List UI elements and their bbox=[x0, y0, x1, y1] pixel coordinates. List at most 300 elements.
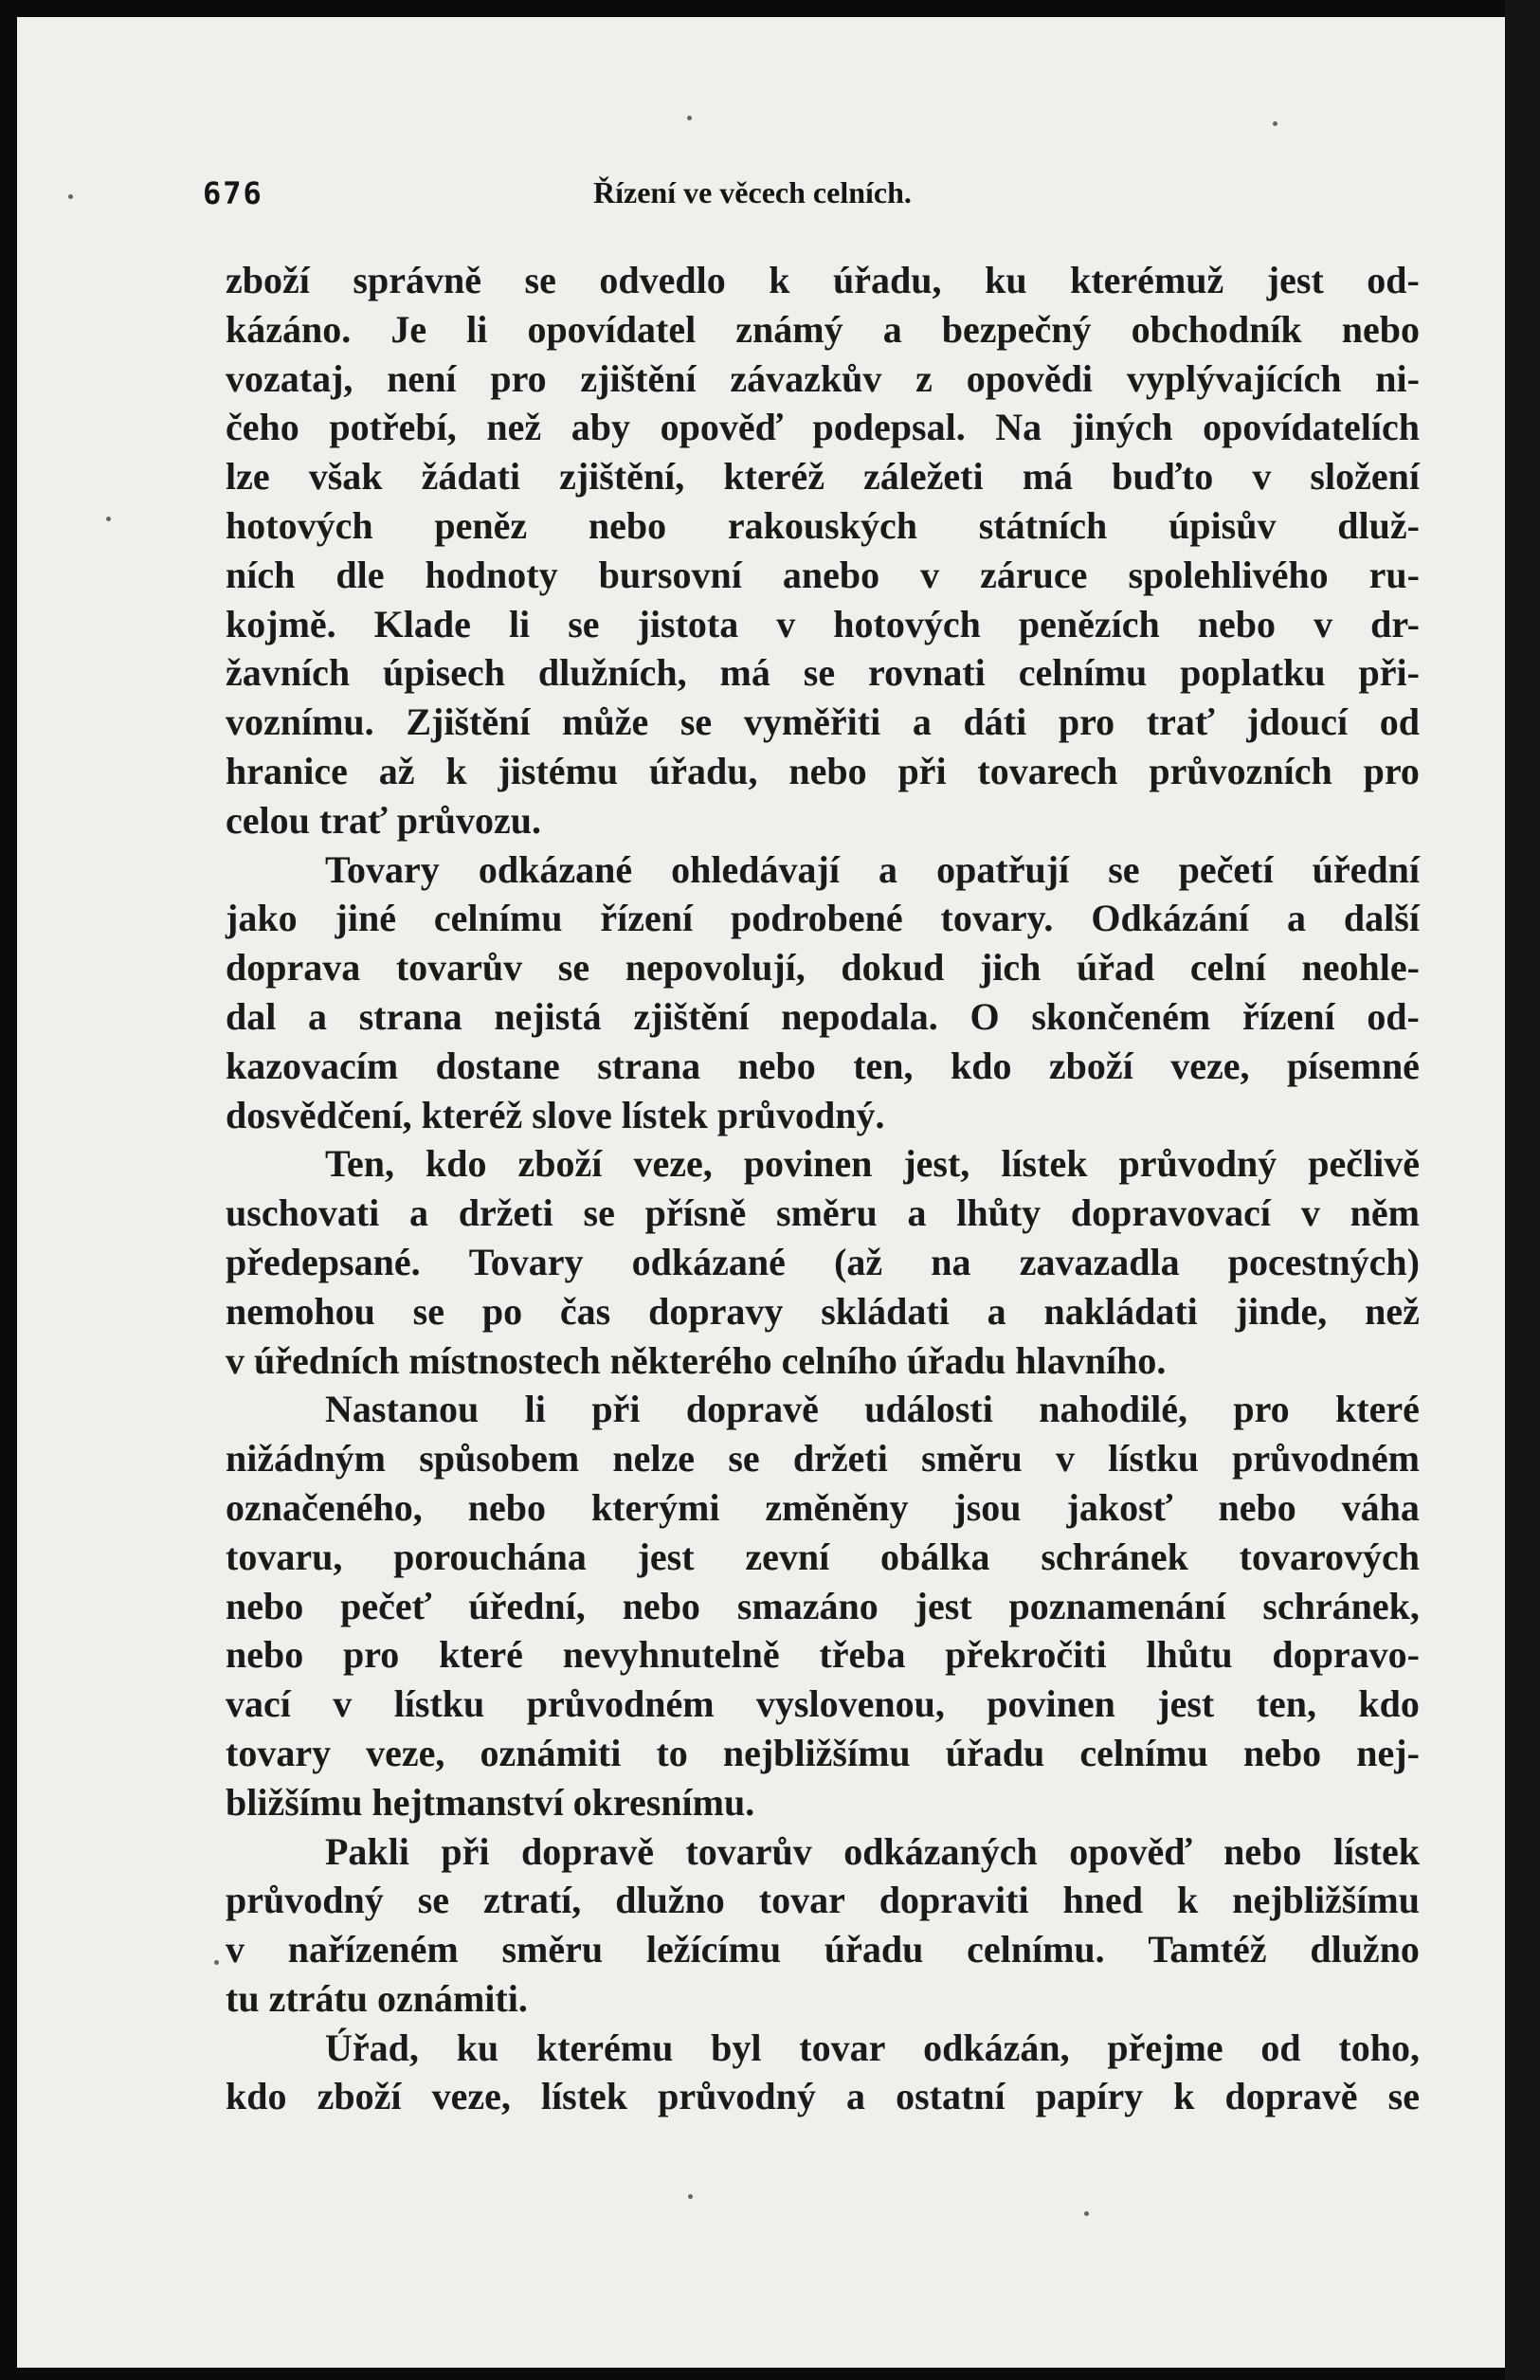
word: úřadu, bbox=[648, 749, 758, 792]
word: tovary. bbox=[940, 897, 1054, 940]
text-line bbox=[226, 894, 1420, 943]
word: jistota bbox=[637, 602, 739, 645]
word: dr- bbox=[1370, 602, 1420, 645]
word: ležícímu bbox=[645, 1928, 782, 1971]
word: rovnati bbox=[868, 651, 986, 695]
word: úřadu bbox=[824, 1928, 924, 1971]
text-line bbox=[226, 501, 1420, 551]
word: pro bbox=[1058, 700, 1115, 744]
word: jakosť bbox=[1066, 1485, 1173, 1529]
word: ostatní bbox=[896, 2075, 1006, 2118]
word: jest bbox=[1157, 1682, 1215, 1726]
text-line bbox=[226, 600, 1420, 649]
word: podrobené bbox=[731, 897, 903, 940]
word: tovarových bbox=[1239, 1535, 1420, 1578]
scan-right-edge bbox=[1505, 0, 1540, 2380]
word: lístek bbox=[540, 2075, 628, 2118]
word: neohle- bbox=[1301, 946, 1420, 990]
word: vyměřiti bbox=[743, 700, 881, 744]
word: aby bbox=[571, 406, 630, 449]
word: nebo bbox=[226, 1584, 304, 1627]
word: dopravo- bbox=[1272, 1633, 1420, 1677]
word: povinen bbox=[987, 1682, 1115, 1726]
word: není bbox=[387, 356, 457, 400]
word: ten, bbox=[853, 1044, 914, 1087]
word: zjištění, bbox=[559, 455, 685, 499]
word: průvodném bbox=[1232, 1437, 1420, 1481]
scan-speck bbox=[1084, 2211, 1089, 2216]
word: k bbox=[1173, 2075, 1195, 2118]
word: v bbox=[1314, 602, 1333, 645]
word: další bbox=[1343, 897, 1420, 940]
text-line: celou trať průvozu. bbox=[226, 798, 542, 842]
word: státních bbox=[978, 503, 1108, 547]
word: přejme bbox=[1107, 2026, 1223, 2069]
word: a bbox=[987, 1289, 1006, 1333]
word: úřadu, bbox=[833, 259, 942, 301]
word: kdo bbox=[1358, 1682, 1420, 1726]
word: Pakli bbox=[325, 1829, 409, 1873]
word: vací bbox=[226, 1682, 291, 1726]
word: uschovati bbox=[226, 1191, 380, 1235]
word: jest bbox=[637, 1535, 695, 1578]
word: ku bbox=[456, 2026, 499, 2069]
word: směru bbox=[921, 1437, 1023, 1481]
word: ztratí, bbox=[482, 1879, 582, 1922]
word: dopravy bbox=[648, 1289, 784, 1333]
text-line bbox=[226, 1582, 1420, 1631]
word: voznímu. bbox=[226, 700, 374, 744]
word: celnímu bbox=[433, 897, 563, 940]
word: trať bbox=[1146, 700, 1215, 744]
word: nebo bbox=[737, 1044, 816, 1087]
word: správně bbox=[353, 259, 481, 301]
word: dopravě bbox=[521, 1829, 654, 1873]
word: tovar bbox=[799, 2026, 886, 2069]
word: li bbox=[508, 602, 531, 645]
word: opověď bbox=[660, 406, 783, 449]
word: zboží bbox=[226, 259, 310, 301]
word: žádati bbox=[421, 455, 521, 499]
word: tovarův bbox=[395, 946, 523, 990]
word: to bbox=[656, 1731, 688, 1774]
word: doprava bbox=[226, 946, 361, 990]
word: kazovacím bbox=[226, 1044, 399, 1087]
word: a bbox=[308, 994, 328, 1038]
word: předepsané. bbox=[226, 1240, 421, 1283]
word: se bbox=[1108, 847, 1140, 891]
word: nejbližšímu bbox=[1232, 1879, 1420, 1922]
word: směru bbox=[501, 1928, 604, 1971]
word: má bbox=[1022, 455, 1074, 499]
word: na bbox=[931, 1240, 971, 1283]
word: dal bbox=[226, 994, 277, 1038]
text-line bbox=[226, 943, 1420, 992]
word: li bbox=[524, 1388, 546, 1431]
word: ních bbox=[226, 553, 296, 596]
word: nebo bbox=[1341, 307, 1420, 351]
scan-speck bbox=[214, 1960, 219, 1965]
word: nelze bbox=[612, 1437, 696, 1481]
word: spolehlivého bbox=[1128, 553, 1329, 596]
word: hotových bbox=[833, 602, 981, 645]
word: v bbox=[920, 553, 940, 596]
word: Tovary bbox=[468, 1240, 584, 1283]
word: tovaru, bbox=[226, 1535, 343, 1578]
word: než bbox=[486, 406, 542, 449]
word: nebo bbox=[588, 503, 667, 547]
text-line bbox=[226, 403, 1420, 452]
word: odkázané bbox=[631, 1240, 786, 1283]
word: dopravě bbox=[1224, 2075, 1358, 2118]
word: které bbox=[439, 1633, 523, 1677]
word: Tovary bbox=[325, 847, 440, 891]
word: od- bbox=[1367, 994, 1420, 1038]
word: nebo bbox=[788, 749, 867, 792]
page-number: 676 bbox=[203, 175, 263, 211]
text-line: bližšímu hejtmanství okresnímu. bbox=[226, 1780, 755, 1824]
word: dlužno bbox=[615, 1879, 725, 1922]
word: třeba bbox=[819, 1633, 906, 1677]
text-line bbox=[226, 452, 1420, 501]
word: jest bbox=[1266, 259, 1324, 301]
word: při- bbox=[1358, 651, 1420, 695]
word: ni- bbox=[1375, 356, 1420, 400]
word: složení bbox=[1310, 455, 1420, 499]
word: strana bbox=[358, 994, 462, 1038]
word: pro bbox=[1233, 1388, 1290, 1431]
word: držeti bbox=[792, 1437, 888, 1481]
word: bezpečný bbox=[941, 307, 1092, 351]
word: úřad bbox=[1077, 946, 1155, 990]
word: čas bbox=[559, 1289, 611, 1333]
word: opovídatel bbox=[527, 307, 697, 351]
word: žavních bbox=[226, 651, 351, 695]
word: se bbox=[412, 1289, 444, 1333]
word: byl bbox=[711, 2026, 762, 2069]
word: Tamtéž bbox=[1148, 1928, 1267, 1971]
word: se bbox=[728, 1437, 760, 1481]
word: dlužních, bbox=[537, 651, 687, 695]
word: a bbox=[845, 2075, 865, 2118]
word: jest, bbox=[903, 1142, 970, 1186]
word: anebo bbox=[782, 553, 880, 596]
word: průvodný bbox=[658, 2075, 816, 2118]
word: nižádným bbox=[226, 1437, 386, 1481]
text-line bbox=[226, 2072, 1420, 2121]
word: rakouských bbox=[727, 503, 917, 547]
word: zboží bbox=[317, 2075, 402, 2118]
word: a bbox=[879, 847, 898, 891]
word: a bbox=[409, 1191, 429, 1235]
word: vyslovenou, bbox=[755, 1682, 945, 1726]
word: pečlivě bbox=[1308, 1142, 1420, 1186]
text-line: v úředních místnostech některého celního úřadu hlavního. bbox=[226, 1338, 1167, 1382]
word: po bbox=[481, 1289, 523, 1333]
word: strana bbox=[597, 1044, 701, 1087]
word: ku bbox=[985, 259, 1027, 301]
word: penězích bbox=[1018, 602, 1160, 645]
word: schránek bbox=[1041, 1535, 1188, 1578]
word: povinen bbox=[743, 1142, 873, 1186]
word: známý bbox=[735, 307, 843, 351]
text-line bbox=[226, 1287, 1420, 1336]
word: Na bbox=[995, 406, 1042, 449]
word: dle bbox=[335, 553, 385, 596]
word: pro bbox=[490, 356, 547, 400]
word: a bbox=[912, 700, 932, 744]
scan-speck bbox=[687, 116, 692, 120]
word: může bbox=[562, 700, 649, 744]
word: nepovolují, bbox=[625, 946, 806, 990]
word: Ten, bbox=[325, 1142, 395, 1186]
word: přísně bbox=[644, 1191, 747, 1235]
word: kojmě. bbox=[226, 602, 336, 645]
scan-speck bbox=[688, 2194, 693, 2199]
word: dostane bbox=[435, 1044, 560, 1087]
word: obchodník bbox=[1131, 307, 1302, 351]
word: řízení bbox=[600, 897, 694, 940]
word: nepodala. bbox=[781, 994, 938, 1038]
word: odvedlo bbox=[599, 259, 726, 301]
word: označeného, bbox=[226, 1485, 423, 1529]
word: dáti bbox=[963, 700, 1027, 744]
word: události bbox=[864, 1388, 993, 1431]
word: lístku bbox=[393, 1682, 485, 1726]
word: schránek, bbox=[1262, 1584, 1420, 1627]
word: jich bbox=[979, 946, 1042, 990]
text-line bbox=[226, 1483, 1420, 1533]
running-title: Řízení ve věcech celních. bbox=[593, 175, 912, 209]
word: kdo bbox=[226, 2075, 287, 2118]
text-line bbox=[226, 305, 1420, 354]
word: nebo bbox=[467, 1485, 546, 1529]
word: peněz bbox=[434, 503, 528, 547]
word: se bbox=[524, 259, 556, 301]
word: než bbox=[1365, 1289, 1420, 1333]
word: bursovní bbox=[598, 553, 742, 596]
text-line bbox=[226, 1189, 1420, 1238]
word: pečeť bbox=[340, 1584, 432, 1627]
word: úpisech bbox=[383, 651, 505, 695]
word: nebo bbox=[1242, 1731, 1322, 1774]
word: držeti bbox=[458, 1191, 553, 1235]
word: úřední bbox=[1312, 847, 1420, 891]
word: dopraviti bbox=[879, 1879, 1029, 1922]
word: něm bbox=[1350, 1191, 1420, 1235]
word: podepsal. bbox=[812, 406, 966, 449]
word: úpisův bbox=[1169, 503, 1277, 547]
word: nařízeném bbox=[287, 1928, 459, 1971]
word: zavazadla bbox=[1019, 1240, 1180, 1283]
word: však bbox=[308, 455, 383, 499]
text-line bbox=[226, 1238, 1420, 1287]
word: lístek bbox=[1332, 1829, 1420, 1873]
word: potřebí, bbox=[329, 406, 457, 449]
word: průvodném bbox=[526, 1682, 715, 1726]
word: opatřují bbox=[936, 847, 1070, 891]
word: dluž- bbox=[1337, 503, 1420, 547]
text-line bbox=[226, 1827, 1420, 1877]
word: lze bbox=[226, 455, 270, 499]
word: lístek bbox=[1001, 1142, 1088, 1186]
word: skončeném bbox=[1031, 994, 1211, 1038]
word: se bbox=[679, 700, 713, 744]
word: buďto bbox=[1112, 455, 1214, 499]
text-line bbox=[226, 256, 1420, 305]
word: v bbox=[333, 1682, 353, 1726]
word: hned bbox=[1062, 1879, 1144, 1922]
word: poznamenání bbox=[1008, 1584, 1226, 1627]
scan-speck bbox=[68, 194, 73, 199]
text-line bbox=[226, 1729, 1420, 1778]
word: skládati bbox=[821, 1289, 950, 1333]
word: odkázaných bbox=[843, 1829, 1038, 1873]
text-line bbox=[226, 1925, 1420, 1974]
word: hotových bbox=[226, 503, 373, 547]
word: jistému bbox=[498, 749, 619, 792]
word: při bbox=[441, 1829, 490, 1873]
word: Je bbox=[390, 307, 427, 351]
word: celnímu bbox=[1079, 1731, 1208, 1774]
word: nahodilé, bbox=[1039, 1388, 1187, 1431]
scan-speck bbox=[1273, 121, 1277, 126]
word: O bbox=[969, 994, 1000, 1038]
word: od bbox=[1379, 700, 1420, 744]
scan-speck bbox=[106, 517, 111, 521]
word: zjištění bbox=[580, 356, 697, 400]
word: opovědi bbox=[966, 356, 1094, 400]
word: má bbox=[719, 651, 770, 695]
text-line bbox=[226, 1680, 1420, 1729]
word: dopravovací bbox=[1070, 1191, 1272, 1235]
word: pro bbox=[343, 1633, 400, 1677]
word: dopravě bbox=[685, 1388, 819, 1431]
word: veze, bbox=[366, 1731, 445, 1774]
word: čeho bbox=[226, 406, 299, 449]
word: odkázán, bbox=[923, 2026, 1070, 2069]
word: nebo bbox=[1218, 1485, 1296, 1529]
word: nejbližšímu bbox=[722, 1731, 911, 1774]
word: průvodný bbox=[1118, 1142, 1277, 1186]
word: kteréž bbox=[723, 455, 824, 499]
word: lístku bbox=[1108, 1437, 1199, 1481]
word: li bbox=[466, 307, 488, 351]
word: v bbox=[226, 1928, 245, 1971]
word: veze, bbox=[1170, 1044, 1250, 1087]
word: průvodný bbox=[226, 1879, 384, 1922]
word: až bbox=[378, 749, 415, 792]
word: toho, bbox=[1338, 2026, 1420, 2069]
word: nej- bbox=[1356, 1731, 1420, 1774]
word: (až bbox=[834, 1240, 883, 1283]
word: písemné bbox=[1286, 1044, 1420, 1087]
word: nebo bbox=[1197, 602, 1277, 645]
word: tovar bbox=[758, 1879, 845, 1922]
text-line bbox=[226, 1434, 1420, 1483]
word: které bbox=[1335, 1388, 1420, 1431]
text-line bbox=[226, 1042, 1420, 1091]
word: odkázané bbox=[478, 847, 633, 891]
word: zjištění bbox=[633, 994, 750, 1038]
word: od bbox=[1260, 2026, 1301, 2069]
text-line bbox=[226, 648, 1420, 698]
word: překročiti bbox=[945, 1633, 1107, 1677]
word: záruce bbox=[980, 553, 1088, 596]
word: kázáno. bbox=[226, 307, 352, 351]
word: jinde, bbox=[1235, 1289, 1328, 1333]
word: spůsobem bbox=[419, 1437, 580, 1481]
text-line bbox=[226, 1630, 1420, 1680]
word: opovídatelích bbox=[1203, 406, 1420, 449]
word: jsou bbox=[953, 1485, 1022, 1529]
word: opověď bbox=[1069, 1829, 1192, 1873]
word: v bbox=[776, 602, 796, 645]
word: kterému bbox=[535, 2026, 674, 2069]
word: porouchána bbox=[393, 1535, 587, 1578]
word: nebo bbox=[1223, 1829, 1302, 1873]
text-line bbox=[226, 551, 1420, 600]
text-line bbox=[226, 747, 1420, 796]
word: a bbox=[1286, 897, 1306, 940]
word: k bbox=[445, 749, 467, 792]
text-line bbox=[226, 1876, 1420, 1925]
word: záležeti bbox=[863, 455, 984, 499]
word: obálka bbox=[879, 1535, 990, 1578]
text-line bbox=[226, 1385, 1420, 1434]
word: papíry bbox=[1035, 2075, 1144, 2118]
word: pro bbox=[1363, 749, 1420, 792]
body-text bbox=[226, 256, 1420, 2121]
word: pocestných) bbox=[1227, 1240, 1420, 1283]
word: průvozních bbox=[1149, 749, 1332, 792]
word: Odkázání bbox=[1091, 897, 1250, 940]
word: zevní bbox=[745, 1535, 830, 1578]
word: vyplývajících bbox=[1126, 356, 1342, 400]
page-header bbox=[203, 166, 1228, 223]
word: ru- bbox=[1368, 553, 1420, 596]
text-line bbox=[226, 992, 1420, 1042]
word: dokud bbox=[841, 946, 945, 990]
word: se bbox=[583, 1191, 615, 1235]
word: celní bbox=[1189, 946, 1266, 990]
word: Nastanou bbox=[325, 1388, 480, 1431]
word: dlužno bbox=[1310, 1928, 1420, 1971]
word: jest bbox=[915, 1584, 972, 1627]
word: nakládati bbox=[1043, 1289, 1198, 1333]
word: jdoucí bbox=[1246, 700, 1349, 744]
word: jiných bbox=[1071, 406, 1173, 449]
text-line bbox=[226, 1533, 1420, 1582]
word: v bbox=[1300, 1191, 1320, 1235]
word: nebo bbox=[622, 1584, 700, 1627]
word: úřadu bbox=[945, 1731, 1045, 1774]
word: celnímu bbox=[1018, 651, 1148, 695]
word: oznámiti bbox=[480, 1731, 622, 1774]
word: jako bbox=[226, 897, 298, 940]
word: se bbox=[568, 602, 600, 645]
word: ohledávají bbox=[671, 847, 840, 891]
word: Zjištění bbox=[406, 700, 531, 744]
text-line bbox=[226, 698, 1420, 747]
word: kdo bbox=[426, 1142, 487, 1186]
word: zboží bbox=[517, 1142, 603, 1186]
word: tovarech bbox=[977, 749, 1118, 792]
word: se bbox=[417, 1879, 450, 1922]
word: lhůtu bbox=[1146, 1633, 1233, 1677]
word: k bbox=[769, 259, 790, 301]
word: při bbox=[897, 749, 947, 792]
